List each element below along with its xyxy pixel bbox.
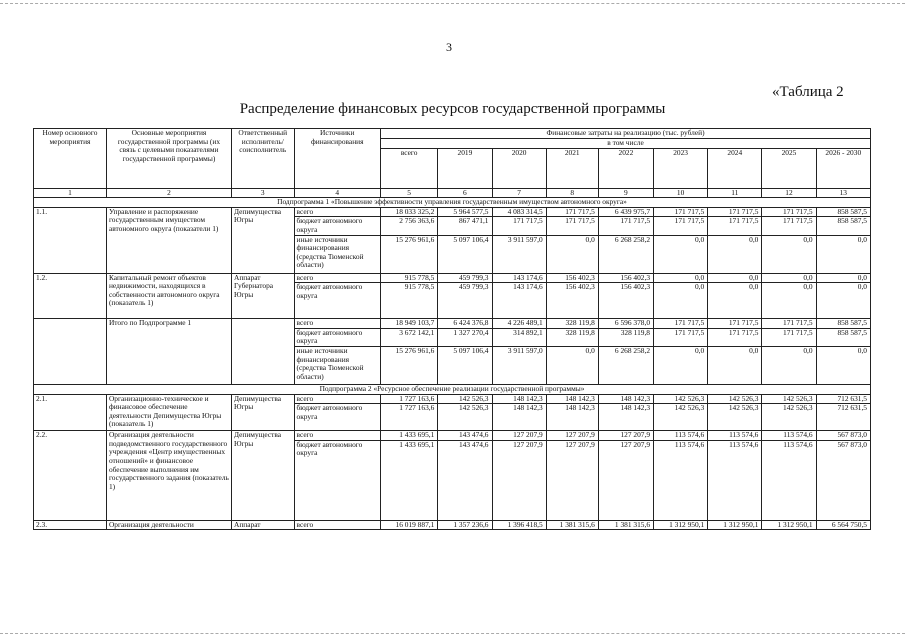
value-cell: 6 424 376,8 [438,319,492,329]
value-cell: 867 471,1 [438,217,492,235]
funding-source: бюджет автономного округа [294,404,381,431]
value-cell: 1 433 695,1 [381,440,438,520]
column-number: 4 [294,188,381,198]
value-cell: 171 717,5 [492,217,546,235]
activity-name: Организация деятельности подведомственного государственного учреждения «Центр имущественных отношений» и финансовое обеспечение выполнения им государственного задания (показатель 1) [106,431,231,521]
value-cell: 171 717,5 [654,328,708,346]
value-cell: 16 019 887,1 [381,520,438,530]
value-cell: 0,0 [708,273,762,283]
value-cell: 127 207,9 [546,440,598,520]
value-cell: 171 717,5 [708,207,762,217]
value-cell: 2 756 363,6 [381,217,438,235]
value-cell: 459 799,3 [438,273,492,283]
value-cell: 0,0 [816,283,870,319]
value-cell: 0,0 [762,235,816,273]
value-cell: 143 474,6 [438,440,492,520]
funding-source: всего [294,520,381,530]
value-cell: 113 574,6 [708,431,762,441]
value-cell: 1 727 163,6 [381,394,438,404]
value-cell: 1 327 270,4 [438,328,492,346]
value-cell: 5 097 106,4 [438,235,492,273]
subprogram-2-heading: Подпрограмма 2 «Ресурсное обеспечение реализации государственной программы» [34,384,871,394]
funding-source: иные источники финансирования (средства Тюменской области) [294,235,381,273]
funding-source: бюджет автономного округа [294,328,381,346]
finance-table [33,128,871,530]
value-cell: 143 474,6 [438,431,492,441]
value-cell: 0,0 [762,346,816,384]
header-year: 2020 [492,148,546,188]
value-cell: 0,0 [708,346,762,384]
header-costs: Финансовые затраты на реализацию (тыс. рублей) [381,129,871,139]
value-cell: 5 964 577,5 [438,207,492,217]
value-cell: 18 033 325,2 [381,207,438,217]
value-cell: 113 574,6 [708,440,762,520]
value-cell: 142 526,3 [708,404,762,431]
header-year: 2026 - 2030 [816,148,870,188]
value-cell: 1 396 418,5 [492,520,546,530]
value-cell: 0,0 [654,346,708,384]
value-cell: 171 717,5 [546,217,598,235]
value-cell: 171 717,5 [654,319,708,329]
value-cell: 314 892,1 [492,328,546,346]
value-cell: 858 587,5 [816,217,870,235]
value-cell: 113 574,6 [762,431,816,441]
column-number: 1 [34,188,107,198]
document-title: Распределение финансовых ресурсов государственной программы [239,101,666,117]
column-number: 8 [546,188,598,198]
value-cell: 15 276 961,6 [381,346,438,384]
column-number: 2 [106,188,231,198]
value-cell: 127 207,9 [492,431,546,441]
value-cell: 3 911 597,0 [492,235,546,273]
value-cell: 171 717,5 [598,217,653,235]
activity-name: Организация деятельности [106,520,231,530]
total-responsible-cell [231,319,294,385]
value-cell: 127 207,9 [598,440,653,520]
value-cell: 148 142,3 [546,394,598,404]
value-cell: 113 574,6 [654,440,708,520]
page-number: 3 [446,40,452,54]
header-year: 2019 [438,148,492,188]
value-cell: 5 097 106,4 [438,346,492,384]
header-year: 2021 [546,148,598,188]
header-source: Источники финансирования [294,129,381,189]
value-cell: 0,0 [546,346,598,384]
total-number-cell [34,319,107,385]
value-cell: 0,0 [708,235,762,273]
value-cell: 3 911 597,0 [492,346,546,384]
value-cell: 142 526,3 [654,394,708,404]
value-cell: 148 142,3 [492,394,546,404]
value-cell: 143 174,6 [492,283,546,319]
value-cell: 6 439 975,7 [598,207,653,217]
value-cell: 6 268 258,2 [598,346,653,384]
header-activity: Основные мероприятия государственной программы (их связь с целевыми показателями государственной программы) [106,129,231,189]
value-cell: 6 564 750,5 [816,520,870,530]
funding-source: всего [294,319,381,329]
value-cell: 0,0 [762,283,816,319]
value-cell: 142 526,3 [654,404,708,431]
column-number: 9 [598,188,653,198]
value-cell: 171 717,5 [762,207,816,217]
activity-name: Управление и распоряжение государственным имуществом автономного округа (показатели 1) [106,207,231,273]
value-cell: 143 174,6 [492,273,546,283]
value-cell: 171 717,5 [762,319,816,329]
responsible: Аппарат [231,520,294,530]
value-cell: 0,0 [762,273,816,283]
page-top-edge [0,3,905,4]
value-cell: 171 717,5 [708,328,762,346]
header-responsible: Ответственный исполнитель/ соисполнитель [231,129,294,189]
value-cell: 171 717,5 [762,217,816,235]
value-cell: 171 717,5 [708,217,762,235]
column-number: 6 [438,188,492,198]
value-cell: 156 402,3 [598,273,653,283]
value-cell: 171 717,5 [762,328,816,346]
header-number: Номер основного мероприятия [34,129,107,189]
funding-source: бюджет автономного округа [294,217,381,235]
subprogram-1-heading: Подпрограмма 1 «Повышение эффективности управления государственным имуществом автономного округа» [34,198,871,208]
value-cell: 127 207,9 [598,431,653,441]
value-cell: 1 312 950,1 [762,520,816,530]
value-cell: 459 799,3 [438,283,492,319]
header-year: 2025 [762,148,816,188]
row-number: 2.3. [34,520,107,530]
value-cell: 156 402,3 [546,283,598,319]
value-cell: 858 587,5 [816,328,870,346]
column-number: 5 [381,188,438,198]
value-cell: 127 207,9 [492,440,546,520]
value-cell: 142 526,3 [762,394,816,404]
value-cell: 0,0 [708,283,762,319]
value-cell: 148 142,3 [598,404,653,431]
value-cell: 15 276 961,6 [381,235,438,273]
value-cell: 915 778,5 [381,283,438,319]
funding-source: бюджет автономного округа [294,440,381,520]
funding-source: бюджет автономного округа [294,283,381,319]
column-number: 10 [654,188,708,198]
value-cell: 328 119,8 [546,328,598,346]
value-cell: 1 357 236,6 [438,520,492,530]
value-cell: 18 949 103,7 [381,319,438,329]
activity-name: Капитальный ремонт объектов недвижимости, находящихся в собственности автономного округа (показатель 1) [106,273,231,319]
page-bottom-edge [0,633,905,634]
row-number: 2.1. [34,394,107,431]
value-cell: 858 587,5 [816,207,870,217]
value-cell: 1 433 695,1 [381,431,438,441]
value-cell: 1 381 315,6 [546,520,598,530]
value-cell: 1 312 950,1 [708,520,762,530]
column-number: 11 [708,188,762,198]
value-cell: 142 526,3 [438,404,492,431]
value-cell: 0,0 [816,235,870,273]
value-cell: 148 142,3 [546,404,598,431]
value-cell: 113 574,6 [762,440,816,520]
value-cell: 858 587,5 [816,319,870,329]
value-cell: 171 717,5 [654,217,708,235]
value-cell: 0,0 [816,346,870,384]
funding-source: всего [294,431,381,441]
activity-name: Организационно-техническое и финансовое обеспечение деятельности Депимущества Югры (показатель 1) [106,394,231,431]
value-cell: 127 207,9 [546,431,598,441]
responsible: Аппарат Губернатора Югры [231,273,294,319]
responsible: Депимущества Югры [231,207,294,273]
column-number: 7 [492,188,546,198]
table-label: «Таблица 2 [772,84,844,100]
value-cell: 0,0 [654,273,708,283]
value-cell: 3 672 142,1 [381,328,438,346]
header-year: 2022 [598,148,653,188]
value-cell: 915 778,5 [381,273,438,283]
value-cell: 712 631,5 [816,404,870,431]
value-cell: 6 596 378,0 [598,319,653,329]
value-cell: 567 873,0 [816,440,870,520]
value-cell: 1 381 315,6 [598,520,653,530]
header-year: 2024 [708,148,762,188]
value-cell: 156 402,3 [598,283,653,319]
value-cell: 142 526,3 [762,404,816,431]
column-number: 12 [762,188,816,198]
value-cell: 171 717,5 [708,319,762,329]
funding-source: всего [294,394,381,404]
value-cell: 1 312 950,1 [654,520,708,530]
header-including: в том числе [381,139,871,149]
row-number: 1.2. [34,273,107,319]
value-cell: 4 226 489,1 [492,319,546,329]
value-cell: 328 119,8 [546,319,598,329]
value-cell: 712 631,5 [816,394,870,404]
header-year: всего [381,148,438,188]
header-year: 2023 [654,148,708,188]
value-cell: 328 119,8 [598,328,653,346]
value-cell: 171 717,5 [546,207,598,217]
value-cell: 148 142,3 [598,394,653,404]
responsible: Депимущества Югры [231,431,294,521]
row-number: 2.2. [34,431,107,521]
responsible: Депимущества Югры [231,394,294,431]
value-cell: 0,0 [654,283,708,319]
column-number: 13 [816,188,870,198]
value-cell: 156 402,3 [546,273,598,283]
row-number: 1.1. [34,207,107,273]
value-cell: 148 142,3 [492,404,546,431]
value-cell: 1 727 163,6 [381,404,438,431]
value-cell: 0,0 [654,235,708,273]
value-cell: 113 574,6 [654,431,708,441]
funding-source: иные источники финансирования (средства Тюменской области) [294,346,381,384]
value-cell: 171 717,5 [654,207,708,217]
value-cell: 0,0 [816,273,870,283]
funding-source: всего [294,273,381,283]
value-cell: 142 526,3 [708,394,762,404]
value-cell: 567 873,0 [816,431,870,441]
value-cell: 6 268 258,2 [598,235,653,273]
value-cell: 4 083 314,5 [492,207,546,217]
value-cell: 142 526,3 [438,394,492,404]
funding-source: всего [294,207,381,217]
value-cell: 0,0 [546,235,598,273]
subprogram-1-total-label: Итого по Подпрограмме 1 [106,319,231,385]
column-number: 3 [231,188,294,198]
